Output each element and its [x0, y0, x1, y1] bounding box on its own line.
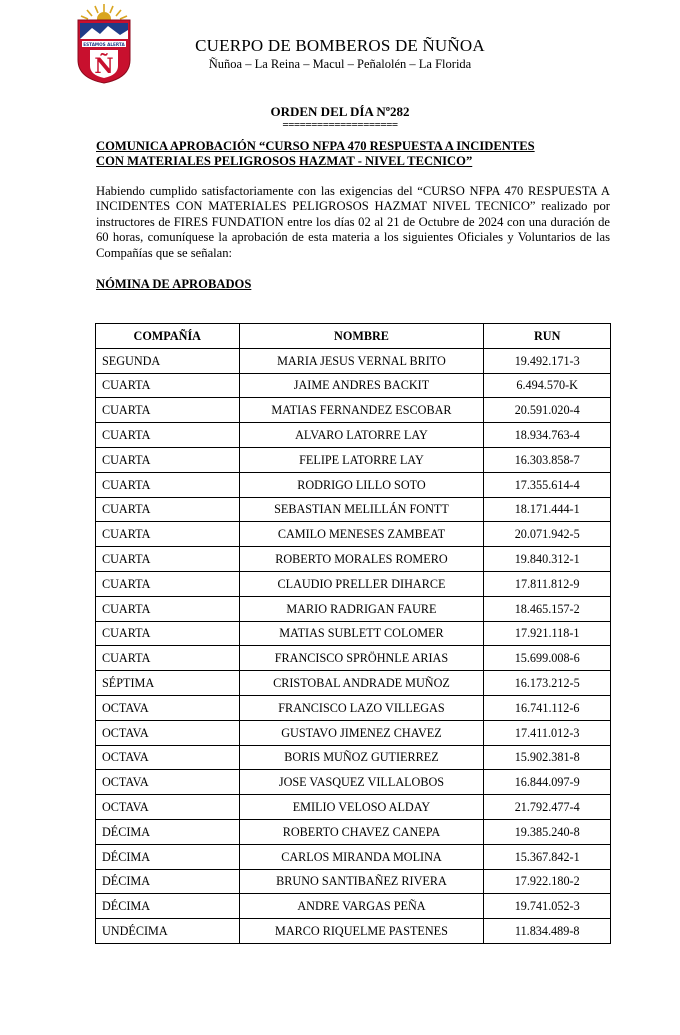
cell-name: JAIME ANDRES BACKIT — [239, 373, 484, 398]
cell-company: DÉCIMA — [96, 844, 240, 869]
cell-company: CUARTA — [96, 497, 240, 522]
cell-company: CUARTA — [96, 373, 240, 398]
cell-name: MARIO RADRIGAN FAURE — [239, 596, 484, 621]
cell-run: 19.840.312-1 — [484, 547, 611, 572]
table-row — [96, 373, 611, 398]
table-row — [96, 472, 611, 497]
cell-run: 17.355.614-4 — [484, 472, 611, 497]
cell-run: 17.922.180-2 — [484, 869, 611, 894]
cell-company: CUARTA — [96, 596, 240, 621]
table-row — [96, 894, 611, 919]
table-header-row — [96, 324, 611, 349]
cell-name: CARLOS MIRANDA MOLINA — [239, 844, 484, 869]
body-paragraph: Habiendo cumplido satisfactoriamente con las exigencias del “CURSO NFPA 470 RESPUESTA A INCIDENTES CON MATERIALES PELIGROSOS HAZMAT NIVEL TECNICO” realizado por instructores de FIRES FUNDATION entre los días 02 al 21 de Octubre de 2024 con una duración de 60 horas, comuníquese la aprobación de esta materia a los siguientes Oficiales y Voluntarios de las Compañías que se señalan: — [96, 184, 610, 260]
cell-company: OCTAVA — [96, 770, 240, 795]
fire-department-crest-logo — [74, 2, 134, 84]
cell-name: MATIAS SUBLETT COLOMER — [239, 621, 484, 646]
cell-name: FRANCISCO LAZO VILLEGAS — [239, 695, 484, 720]
column-header-company: COMPAÑÍA — [96, 324, 240, 349]
cell-name: CRISTOBAL ANDRADE MUÑOZ — [239, 671, 484, 696]
cell-name: BORIS MUÑOZ GUTIERREZ — [239, 745, 484, 770]
table-row — [96, 819, 611, 844]
communes-subtitle: Ñuñoa – La Reina – Macul – Peñalolén – La Florida — [208, 57, 472, 71]
table-row — [96, 919, 611, 944]
cell-company: DÉCIMA — [96, 894, 240, 919]
table-row — [96, 770, 611, 795]
cell-name: MARCO RIQUELME PASTENES — [239, 919, 484, 944]
cell-run: 20.591.020-4 — [484, 398, 611, 423]
cell-run: 6.494.570-K — [484, 373, 611, 398]
table-row — [96, 398, 611, 423]
cell-run: 19.492.171-3 — [484, 348, 611, 373]
cell-run: 18.465.157-2 — [484, 596, 611, 621]
cell-name: RODRIGO LILLO SOTO — [239, 472, 484, 497]
table-row — [96, 596, 611, 621]
cell-name: FRANCISCO SPRÖHNLE ARIAS — [239, 646, 484, 671]
subject-line-1: COMUNICA APROBACIÓN “CURSO NFPA 470 RESPUESTA A INCIDENTES — [96, 139, 535, 153]
cell-company: OCTAVA — [96, 745, 240, 770]
cell-company: UNDÉCIMA — [96, 919, 240, 944]
cell-company: SEGUNDA — [96, 348, 240, 373]
order-title-rule: ==================== — [282, 119, 398, 131]
cell-run: 19.385.240-8 — [484, 819, 611, 844]
cell-company: CUARTA — [96, 447, 240, 472]
table-row — [96, 348, 611, 373]
cell-run: 15.902.381-8 — [484, 745, 611, 770]
cell-company: CUARTA — [96, 522, 240, 547]
table-row — [96, 695, 611, 720]
cell-name: CAMILO MENESES ZAMBEAT — [239, 522, 484, 547]
table-row — [96, 869, 611, 894]
svg-text:Ñ: Ñ — [94, 53, 114, 78]
table-row — [96, 844, 611, 869]
cell-run: 21.792.477-4 — [484, 795, 611, 820]
cell-name: ALVARO LATORRE LAY — [239, 423, 484, 448]
table-row — [96, 646, 611, 671]
cell-company: CUARTA — [96, 398, 240, 423]
approved-roster-table — [95, 323, 611, 944]
cell-company: CUARTA — [96, 472, 240, 497]
table-row — [96, 671, 611, 696]
table-row — [96, 423, 611, 448]
table-row — [96, 795, 611, 820]
cell-name: JOSE VASQUEZ VILLALOBOS — [239, 770, 484, 795]
cell-run: 17.921.118-1 — [484, 621, 611, 646]
cell-company: SÉPTIMA — [96, 671, 240, 696]
cell-company: CUARTA — [96, 646, 240, 671]
cell-name: BRUNO SANTIBAÑEZ RIVERA — [239, 869, 484, 894]
cell-run: 15.367.842-1 — [484, 844, 611, 869]
cell-run: 17.811.812-9 — [484, 571, 611, 596]
column-header-name: NOMBRE — [239, 324, 484, 349]
table-row — [96, 720, 611, 745]
cell-company: CUARTA — [96, 547, 240, 572]
table-row — [96, 447, 611, 472]
cell-run: 17.411.012-3 — [484, 720, 611, 745]
cell-name: ROBERTO MORALES ROMERO — [239, 547, 484, 572]
cell-name: FELIPE LATORRE LAY — [239, 447, 484, 472]
cell-company: OCTAVA — [96, 795, 240, 820]
cell-company: CUARTA — [96, 621, 240, 646]
cell-company: DÉCIMA — [96, 819, 240, 844]
approved-list-heading: NÓMINA DE APROBADOS — [96, 277, 252, 291]
table-row — [96, 547, 611, 572]
cell-run: 19.741.052-3 — [484, 894, 611, 919]
cell-run: 11.834.489-8 — [484, 919, 611, 944]
cell-name: EMILIO VELOSO ALDAY — [239, 795, 484, 820]
cell-run: 18.934.763-4 — [484, 423, 611, 448]
cell-name: ROBERTO CHAVEZ CANEPA — [239, 819, 484, 844]
cell-name: MARIA JESUS VERNAL BRITO — [239, 348, 484, 373]
cell-name: MATIAS FERNANDEZ ESCOBAR — [239, 398, 484, 423]
cell-run: 16.741.112-6 — [484, 695, 611, 720]
column-header-run: RUN — [484, 324, 611, 349]
table-row — [96, 571, 611, 596]
cell-run: 20.071.942-5 — [484, 522, 611, 547]
cell-run: 18.171.444-1 — [484, 497, 611, 522]
organization-title: CUERPO DE BOMBEROS DE ÑUÑOA — [195, 36, 485, 55]
cell-company: CUARTA — [96, 571, 240, 596]
cell-run: 15.699.008-6 — [484, 646, 611, 671]
table-row — [96, 497, 611, 522]
cell-name: ANDRE VARGAS PEÑA — [239, 894, 484, 919]
cell-name: GUSTAVO JIMENEZ CHAVEZ — [239, 720, 484, 745]
cell-name: SEBASTIAN MELILLÁN FONTT — [239, 497, 484, 522]
cell-company: DÉCIMA — [96, 869, 240, 894]
cell-run: 16.844.097-9 — [484, 770, 611, 795]
cell-company: CUARTA — [96, 423, 240, 448]
cell-run: 16.173.212-5 — [484, 671, 611, 696]
table-row — [96, 621, 611, 646]
cell-company: OCTAVA — [96, 695, 240, 720]
cell-name: CLAUDIO PRELLER DIHARCE — [239, 571, 484, 596]
table-row — [96, 522, 611, 547]
table-row — [96, 745, 611, 770]
svg-text:ESTAMOS ALERTA: ESTAMOS ALERTA — [83, 41, 125, 47]
cell-company: OCTAVA — [96, 720, 240, 745]
cell-run: 16.303.858-7 — [484, 447, 611, 472]
subject-heading — [96, 139, 586, 169]
order-title: ORDEN DEL DÍA Nº282 — [270, 104, 410, 119]
subject-line-2: CON MATERIALES PELIGROSOS HAZMAT - NIVEL TECNICO” — [96, 154, 473, 168]
